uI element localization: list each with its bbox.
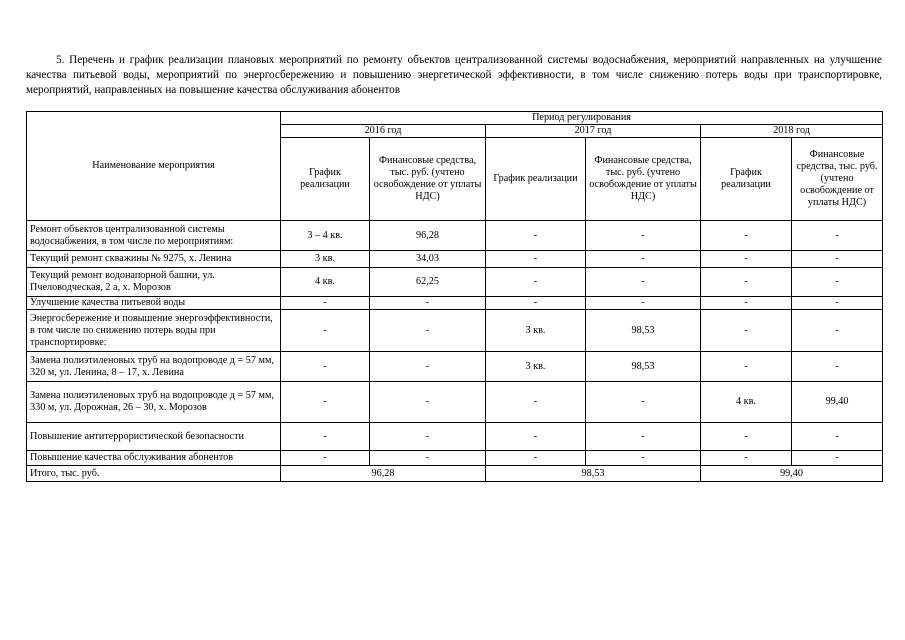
- table-row: [27, 268, 883, 297]
- cell-value: -: [792, 451, 883, 466]
- cell-value: -: [792, 352, 883, 382]
- cell-value: -: [701, 352, 792, 382]
- cell-value: -: [370, 297, 486, 310]
- row-name: Текущий ремонт водонапорной башни, ул. Пчеловодческая, 2 а, х. Морозов: [27, 268, 281, 297]
- cell-value: -: [281, 423, 370, 451]
- cell-value: -: [370, 352, 486, 382]
- col-name-header: Наименование мероприятия: [27, 112, 281, 221]
- cell-value: -: [486, 297, 586, 310]
- year-header: 2018 год: [701, 125, 883, 138]
- row-name: Энергосбережение и повышение энергоэффективности, в том числе по снижению потерь воды при транспортировке:: [27, 310, 281, 352]
- cell-value: -: [486, 221, 586, 251]
- cell-value: -: [486, 251, 586, 268]
- cell-value: -: [486, 268, 586, 297]
- cell-value: -: [701, 423, 792, 451]
- table-row: [27, 382, 883, 423]
- schedule-header: График реализации: [281, 138, 370, 221]
- cell-value: -: [792, 423, 883, 451]
- period-header: Период регулирования: [281, 112, 883, 125]
- total-value: 99,40: [701, 466, 883, 482]
- cell-value: -: [701, 251, 792, 268]
- cell-value: -: [586, 382, 701, 423]
- finance-header: Финансовые средства, тыс. руб. (учтено освобождение от уплаты НДС): [792, 138, 883, 221]
- year-header: 2017 год: [486, 125, 701, 138]
- cell-value: 3 кв.: [486, 352, 586, 382]
- cell-value: -: [792, 268, 883, 297]
- row-name: Замена полиэтиленовых труб на водопроводе д = 57 мм, 330 м, ул. Дорожная, 26 – 30, х. Морозов: [27, 382, 281, 423]
- cell-value: -: [586, 423, 701, 451]
- cell-value: -: [586, 221, 701, 251]
- cell-value: -: [586, 297, 701, 310]
- cell-value: -: [486, 382, 586, 423]
- cell-value: -: [701, 451, 792, 466]
- cell-value: 98,53: [586, 352, 701, 382]
- row-name: Повышение качества обслуживания абонентов: [27, 451, 281, 466]
- cell-value: -: [792, 297, 883, 310]
- table-row: [27, 251, 883, 268]
- cell-value: 3 – 4 кв.: [281, 221, 370, 251]
- table-row: [27, 310, 883, 352]
- cell-value: -: [370, 382, 486, 423]
- cell-value: -: [701, 310, 792, 352]
- cell-value: -: [792, 221, 883, 251]
- cell-value: -: [586, 451, 701, 466]
- total-label: Итого, тыс. руб.: [27, 466, 281, 482]
- header-row-period: [27, 112, 883, 125]
- row-name: Повышение антитеррористической безопасности: [27, 423, 281, 451]
- schedule-header: График реализации: [486, 138, 586, 221]
- cell-value: -: [281, 310, 370, 352]
- cell-value: -: [281, 451, 370, 466]
- measures-table: [26, 111, 883, 482]
- table-row: [27, 423, 883, 451]
- cell-value: 62,25: [370, 268, 486, 297]
- row-name: Ремонт объектов централизованной системы водоснабжения, в том числе по мероприятиям:: [27, 221, 281, 251]
- cell-value: -: [370, 423, 486, 451]
- table-row: [27, 297, 883, 310]
- row-name: Текущий ремонт скважины № 9275, х. Ленина: [27, 251, 281, 268]
- cell-value: -: [701, 268, 792, 297]
- cell-value: 34,03: [370, 251, 486, 268]
- cell-value: -: [281, 382, 370, 423]
- cell-value: 99,40: [792, 382, 883, 423]
- cell-value: 4 кв.: [701, 382, 792, 423]
- total-row: [27, 466, 883, 482]
- table-row: [27, 451, 883, 466]
- finance-header: Финансовые средства, тыс. руб. (учтено освобождение от уплаты НДС): [586, 138, 701, 221]
- cell-value: -: [486, 451, 586, 466]
- cell-value: 96,28: [370, 221, 486, 251]
- cell-value: -: [701, 297, 792, 310]
- cell-value: -: [586, 251, 701, 268]
- cell-value: -: [792, 251, 883, 268]
- total-value: 96,28: [281, 466, 486, 482]
- row-name: Замена полиэтиленовых труб на водопроводе д = 57 мм, 320 м, ул. Ленина, 8 – 17, х. Левина: [27, 352, 281, 382]
- schedule-header: График реализации: [701, 138, 792, 221]
- cell-value: -: [486, 423, 586, 451]
- table-row: [27, 221, 883, 251]
- cell-value: 3 кв.: [281, 251, 370, 268]
- cell-value: 3 кв.: [486, 310, 586, 352]
- cell-value: -: [281, 297, 370, 310]
- cell-value: -: [792, 310, 883, 352]
- cell-value: -: [281, 352, 370, 382]
- cell-value: -: [370, 310, 486, 352]
- finance-header: Финансовые средства, тыс. руб. (учтено освобождение от уплаты НДС): [370, 138, 486, 221]
- cell-value: 98,53: [586, 310, 701, 352]
- cell-value: -: [370, 451, 486, 466]
- total-value: 98,53: [486, 466, 701, 482]
- cell-value: -: [701, 221, 792, 251]
- table-row: [27, 352, 883, 382]
- cell-value: 4 кв.: [281, 268, 370, 297]
- cell-value: -: [586, 268, 701, 297]
- section-heading: 5. Перечень и график реализации плановых мероприятий по ремонту объектов централизованной системы водоснабжения, мероприятий направленных на улучшение качества питьевой воды, мероприятий по энергосбережению и повышению энергетической эффективности, в том числе снижению потерь воды при транспортировке, мероприятий, направленных на повышение качества обслуживания абонентов: [26, 54, 882, 96]
- row-name: Улучшение качества питьевой воды: [27, 297, 281, 310]
- year-header: 2016 год: [281, 125, 486, 138]
